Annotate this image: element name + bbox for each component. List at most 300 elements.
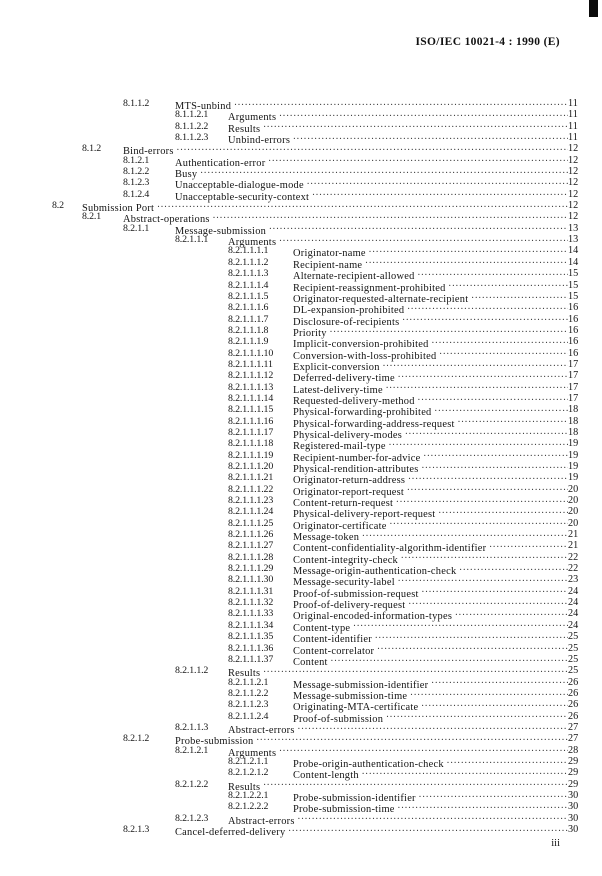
toc-entry-page-number: 11 [568, 132, 578, 144]
toc-entry-title: Originator-certificate [293, 520, 387, 532]
toc-entry-title: Registered-mail-type [293, 441, 386, 453]
toc-entry[interactable] [0, 563, 602, 578]
toc-entry-number: 8.1.2.1 [123, 154, 150, 166]
toc-leader-dots [439, 348, 568, 359]
toc-entry-title: Physical-delivery-report-request [293, 509, 436, 521]
toc-entry-number: 8.2.1.2 [123, 733, 150, 745]
toc-entry-title: Abstract-operations [123, 214, 210, 226]
toc-entry-page-number: 29 [568, 767, 579, 779]
toc-entry-page-number: 29 [568, 778, 579, 790]
toc-leader-dots [408, 472, 568, 483]
toc-entry-title: DL-expansion-prohibited [293, 305, 405, 317]
toc-entry[interactable] [0, 370, 602, 385]
toc-entry[interactable] [0, 245, 602, 260]
toc-entry-page-number: 12 [568, 177, 579, 189]
toc-entry-page-number: 29 [568, 755, 579, 767]
toc-leader-dots [389, 438, 568, 449]
toc-entry-number: 8.2.1.1.1.15 [228, 404, 274, 416]
toc-entry[interactable] [0, 789, 602, 804]
toc-entry-number: 8.2.1.1.1.37 [228, 653, 274, 665]
toc-entry[interactable] [0, 721, 602, 736]
toc-entry-title: Requested-delivery-method [293, 395, 415, 407]
toc-entry-page-number: 25 [568, 653, 579, 665]
toc-entry-number: 8.2.1.1.1.2 [228, 256, 269, 268]
toc-entry[interactable] [0, 438, 602, 453]
toc-entry-number: 8.2.1.1.2.1 [228, 676, 269, 688]
toc-entry-page-number: 26 [568, 676, 579, 688]
toc-leader-dots [408, 597, 568, 608]
toc-entry-number: 8.1.2 [82, 143, 102, 155]
toc-entry-number: 8.2.1.1.1.23 [228, 495, 274, 507]
toc-entry[interactable] [0, 824, 602, 838]
toc-entry-number: 8.2.1.1.1.35 [228, 631, 274, 643]
toc-entry-page-number: 20 [568, 483, 579, 495]
toc-leader-dots [213, 211, 568, 222]
toc-entry-title: Content-identifier [293, 634, 372, 646]
toc-entry-number: 8.2.1.1.1.8 [228, 324, 269, 336]
toc-entry-page-number: 28 [568, 744, 579, 756]
toc-entry-number: 8.1.2.4 [123, 188, 150, 200]
toc-entry[interactable] [0, 290, 602, 305]
toc-entry-title: Originator-name [293, 248, 366, 260]
toc-entry-page-number: 16 [568, 324, 579, 336]
toc-leader-dots [298, 722, 568, 733]
toc-leader-dots [398, 801, 568, 812]
toc-entry-page-number: 25 [568, 631, 579, 643]
toc-leader-dots [377, 643, 568, 654]
toc-entry-title: Physical-rendition-attributes [293, 464, 419, 475]
toc-leader-dots [402, 314, 568, 325]
toc-entry-number: 8.1.1.2.2 [175, 120, 209, 132]
toc-entry-number: 8.2.1.1 [123, 222, 150, 234]
toc-entry[interactable] [0, 404, 602, 419]
toc-entry-title: Arguments [228, 112, 277, 124]
toc-entry-number: 8.2.1.2.2.2 [228, 801, 269, 813]
toc-entry-title: Results [228, 781, 261, 793]
toc-entry-number: 8.2.1.1.1.22 [228, 483, 274, 495]
toc-entry-page-number: 16 [568, 347, 579, 359]
toc-entry-number: 8.1.1.2.3 [175, 132, 209, 144]
toc-entry-page-number: 22 [568, 551, 579, 563]
toc-leader-dots [362, 767, 568, 778]
toc-entry-page-number: 18 [568, 404, 579, 416]
toc-entry-page-number: 25 [568, 642, 579, 654]
toc-entry-title: Disclosure-of-recipients [293, 316, 400, 328]
toc-entry-title: Content-correlator [293, 645, 375, 657]
toc-entry-number: 8.2.1.1.1.4 [228, 279, 269, 291]
toc-entry-page-number: 12 [568, 188, 579, 200]
toc-leader-dots [386, 382, 568, 393]
toc-entry[interactable] [0, 222, 602, 237]
toc-leader-dots [418, 393, 568, 404]
table-of-contents [0, 98, 602, 838]
toc-entry-title: Submission Port [82, 203, 155, 215]
toc-entry-page-number: 24 [568, 619, 579, 631]
toc-entry-page-number: 20 [568, 506, 579, 518]
toc-entry-page-number: 19 [568, 438, 579, 450]
toc-entry-page-number: 25 [568, 665, 579, 677]
toc-entry-number: 8.2.1.1.1.14 [228, 392, 274, 404]
page-folio: iii [551, 838, 560, 849]
toc-entry[interactable] [0, 392, 602, 407]
toc-entry-page-number: 20 [568, 517, 579, 529]
toc-entry-page-number: 18 [568, 415, 579, 427]
toc-entry-title: Arguments [228, 237, 277, 249]
toc-entry-number: 8.2.1.1.1.32 [228, 597, 274, 609]
scan-edge-mark [589, 0, 598, 17]
toc-entry-page-number: 13 [568, 234, 579, 246]
toc-entry[interactable] [0, 143, 602, 158]
toc-entry-page-number: 12 [568, 166, 579, 178]
toc-entry[interactable] [0, 540, 602, 555]
toc-leader-dots [298, 813, 568, 824]
toc-leader-dots [421, 699, 568, 710]
toc-entry-number: 8.2.1.1.1.30 [228, 574, 274, 586]
toc-entry-number: 8.2.1.1.1.24 [228, 506, 274, 518]
toc-leader-dots [419, 790, 568, 801]
toc-entry-page-number: 24 [568, 608, 579, 620]
toc-entry-page-number: 14 [568, 245, 579, 257]
toc-leader-dots [431, 677, 568, 688]
toc-entry-number: 8.2.1.2.1 [175, 744, 209, 756]
toc-leader-dots [375, 631, 568, 642]
toc-entry-title: Probe-submission-identifier [293, 792, 416, 804]
toc-entry-title: Proof-of-submission [293, 713, 384, 725]
toc-leader-dots [386, 711, 568, 722]
toc-leader-dots [330, 325, 568, 336]
toc-entry-title: Originator-report-request [293, 486, 405, 498]
toc-entry-title: Proof-of-delivery-request [293, 600, 406, 612]
toc-entry[interactable] [0, 778, 602, 793]
toc-entry[interactable] [0, 302, 602, 317]
toc-leader-dots [458, 416, 568, 427]
toc-entry-title: Conversion-with-loss-prohibited [293, 350, 437, 362]
toc-entry-title: Recipient-reassignment-prohibited [293, 282, 446, 294]
toc-entry-number: 8.2.1.1.1.26 [228, 529, 274, 541]
toc-entry-page-number: 19 [568, 472, 579, 484]
toc-entry-title: Message-submission-time [293, 690, 408, 702]
toc-entry[interactable] [0, 426, 602, 441]
toc-entry-number: 8.2.1.1.1.27 [228, 540, 274, 552]
toc-entry-title: Message-submission [175, 225, 267, 237]
toc-entry-page-number: 12 [568, 143, 579, 155]
toc-entry-title: Content-confidentiality-algorithm-identifier [293, 543, 487, 555]
toc-entry[interactable] [0, 619, 602, 634]
toc-entry-title: Recipient-name [293, 259, 363, 271]
toc-entry-page-number: 30 [568, 812, 579, 824]
toc-entry-title: Probe-submission-time [293, 804, 395, 816]
toc-leader-dots [362, 529, 568, 540]
toc-leader-dots [288, 824, 568, 835]
toc-entry-number: 8.1.2.3 [123, 177, 150, 189]
toc-leader-dots [307, 177, 568, 188]
toc-entry[interactable] [0, 687, 602, 702]
toc-entry-page-number: 13 [568, 222, 579, 234]
toc-leader-dots [200, 166, 568, 177]
toc-leader-dots [418, 268, 568, 279]
toc-entry[interactable] [0, 347, 602, 362]
toc-leader-dots [293, 132, 568, 143]
toc-entry-number: 8.2.1.2.2 [175, 778, 209, 790]
toc-entry-page-number: 16 [568, 336, 579, 348]
toc-entry-page-number: 17 [568, 370, 579, 382]
toc-leader-dots [449, 280, 568, 291]
toc-entry-page-number: 17 [568, 358, 579, 370]
toc-entry-number: 8.2.1.2.1.1 [228, 755, 269, 767]
toc-leader-dots [432, 336, 568, 347]
toc-entry-number: 8.2.1.1.1.31 [228, 585, 274, 597]
toc-leader-dots [489, 540, 568, 551]
toc-entry-number: 8.1.2.2 [123, 166, 150, 178]
toc-entry-page-number: 26 [568, 699, 579, 711]
toc-entry[interactable] [0, 313, 602, 328]
toc-entry-title: Message-submission-identifier [293, 679, 429, 691]
toc-entry-title: Content-type [293, 622, 351, 634]
toc-leader-dots [269, 223, 568, 234]
toc-entry-number: 8.2.1 [82, 211, 102, 223]
toc-entry[interactable] [0, 109, 602, 124]
toc-entry[interactable] [0, 483, 602, 498]
toc-entry[interactable] [0, 324, 602, 339]
toc-entry-page-number: 30 [568, 789, 579, 801]
toc-entry-title: Latest-delivery-time [293, 384, 383, 396]
toc-entry-page-number: 26 [568, 687, 579, 699]
toc-entry-page-number: 11 [568, 109, 578, 121]
toc-entry-title: Physical-delivery-modes [293, 429, 403, 441]
toc-leader-dots [455, 608, 568, 619]
toc-entry-page-number: 12 [568, 211, 579, 223]
toc-leader-dots [369, 245, 568, 256]
toc-entry[interactable] [0, 676, 602, 691]
toc-entry[interactable] [0, 211, 602, 226]
toc-entry[interactable] [0, 154, 602, 169]
toc-entry-title: Message-token [293, 532, 360, 544]
toc-entry-number: 8.2.1.1.1.11 [228, 358, 273, 370]
toc-leader-dots [383, 359, 568, 370]
toc-entry[interactable] [0, 801, 602, 816]
toc-entry-title: Authentication-error [175, 157, 266, 169]
toc-entry-number: 8.2.1.1.1.1 [228, 245, 269, 257]
toc-entry-number: 8.2.1.2.3 [175, 812, 209, 824]
toc-entry[interactable] [0, 755, 602, 770]
toc-entry[interactable] [0, 642, 602, 657]
toc-entry[interactable] [0, 256, 602, 271]
toc-leader-dots [256, 733, 568, 744]
toc-leader-dots [447, 756, 568, 767]
toc-leader-dots [353, 620, 568, 631]
toc-entry-title: Physical-forwarding-prohibited [293, 407, 432, 419]
toc-leader-dots [471, 291, 568, 302]
toc-leader-dots [398, 574, 568, 585]
toc-entry-page-number: 16 [568, 313, 579, 325]
toc-leader-dots [398, 370, 568, 381]
toc-entry-number: 8.2.1.1.2.4 [228, 710, 269, 722]
toc-entry[interactable] [0, 336, 602, 351]
toc-leader-dots [390, 518, 568, 529]
toc-entry-title: Message-security-label [293, 577, 395, 589]
toc-entry[interactable] [0, 268, 602, 283]
toc-leader-dots [422, 586, 568, 597]
toc-entry-page-number: 17 [568, 392, 579, 404]
toc-entry[interactable] [0, 188, 602, 203]
toc-entry-page-number: 15 [568, 290, 579, 302]
toc-entry-title: Probe-submission [175, 736, 254, 748]
toc-entry[interactable] [0, 744, 602, 759]
toc-entry-title: Results [228, 123, 261, 135]
toc-entry[interactable] [0, 517, 602, 532]
toc-entry-title: Busy [175, 169, 198, 181]
toc-entry[interactable] [0, 358, 602, 373]
toc-entry[interactable] [0, 279, 602, 294]
toc-entry-page-number: 21 [568, 529, 579, 541]
toc-entry-number: 8.2 [52, 200, 64, 212]
toc-entry-title: Bind-errors [123, 146, 174, 158]
toc-entry-number: 8.2.1.1.1.16 [228, 415, 274, 427]
toc-entry[interactable] [0, 665, 602, 680]
toc-leader-dots [459, 563, 568, 574]
toc-entry-number: 8.2.1.1.1.20 [228, 461, 274, 472]
toc-entry-number: 8.2.1.1.2 [175, 665, 209, 677]
toc-entry-number: 8.2.1.1.1.29 [228, 563, 274, 575]
toc-leader-dots [177, 143, 568, 154]
toc-entry-title: Results [228, 668, 261, 680]
toc-entry[interactable] [0, 699, 602, 714]
toc-entry[interactable] [0, 415, 602, 430]
toc-entry-title: Originator-requested-alternate-recipient [293, 293, 469, 305]
toc-entry-page-number: 17 [568, 381, 579, 393]
toc-entry-title: Proof-of-submission-request [293, 588, 419, 600]
toc-entry-number: 8.2.1.2.1.2 [228, 767, 269, 779]
toc-entry[interactable] [0, 585, 602, 600]
toc-entry[interactable] [0, 529, 602, 544]
toc-entry-number: 8.2.1.1.1.3 [228, 268, 269, 280]
toc-entry-title: Probe-origin-authentication-check [293, 758, 444, 770]
toc-entry-number: 8.2.1.1.1.17 [228, 426, 274, 438]
toc-entry-page-number: 12 [568, 200, 579, 212]
toc-entry[interactable] [0, 120, 602, 135]
toc-entry[interactable] [0, 812, 602, 827]
toc-entry-title: Content-return-request [293, 498, 394, 510]
toc-leader-dots [438, 506, 568, 517]
toc-entry[interactable] [0, 597, 602, 612]
toc-entry[interactable] [0, 653, 602, 668]
toc-entry-number: 8.2.1.1.1.6 [228, 302, 269, 314]
toc-entry[interactable] [0, 177, 602, 192]
toc-entry-title: Deferred-delivery-time [293, 373, 395, 385]
toc-entry[interactable] [0, 608, 602, 623]
toc-entry[interactable] [0, 767, 602, 782]
toc-entry[interactable] [0, 98, 602, 112]
toc-entry-title: Content-length [293, 770, 359, 782]
toc-entry-number: 8.2.1.1.1.21 [228, 472, 274, 484]
toc-entry-title: Unbind-errors [228, 135, 291, 147]
toc-entry-number: 8.2.1.2.2.1 [228, 789, 269, 801]
toc-entry-number: 8.2.1.1.2.2 [228, 687, 269, 699]
toc-leader-dots [410, 688, 568, 699]
toc-leader-dots [263, 121, 568, 132]
toc-entry-title: Abstract-errors [228, 815, 295, 827]
toc-leader-dots [396, 495, 568, 506]
toc-entry-title: Originating-MTA-certificate [293, 702, 419, 714]
toc-entry-title: Implicit-conversion-prohibited [293, 339, 429, 351]
toc-entry-number: 8.2.1.1.2.3 [228, 699, 269, 711]
toc-entry-page-number: 11 [568, 98, 578, 109]
toc-entry-page-number: 12 [568, 154, 579, 166]
toc-entry-title: Original-encoded-information-types [293, 611, 453, 623]
toc-entry[interactable] [0, 381, 602, 396]
toc-entry-number: 8.2.1.1.1.5 [228, 290, 269, 302]
toc-entry-title: Priority [293, 327, 327, 339]
toc-leader-dots [157, 200, 568, 211]
toc-entry[interactable] [0, 461, 602, 475]
toc-entry[interactable] [0, 234, 602, 249]
toc-entry-page-number: 21 [568, 540, 579, 552]
toc-entry-number: 8.2.1.1.1.10 [228, 347, 274, 359]
toc-leader-dots [365, 257, 568, 268]
toc-entry-title: Unacceptable-security-context [175, 191, 310, 203]
toc-entry-number: 8.2.1.1.1.25 [228, 517, 274, 529]
toc-entry-page-number: 30 [568, 824, 579, 835]
toc-leader-dots [268, 155, 568, 166]
toc-entry-page-number: 26 [568, 710, 579, 722]
toc-entry[interactable] [0, 166, 602, 181]
toc-entry[interactable] [0, 495, 602, 510]
toc-entry-title: Content [293, 656, 328, 668]
toc-entry-number: 8.2.1.1.1.34 [228, 619, 274, 631]
toc-entry[interactable] [0, 449, 602, 464]
toc-entry-title: MTS-unbind [175, 101, 232, 112]
toc-leader-dots [435, 404, 568, 415]
toc-leader-dots [407, 484, 568, 495]
toc-entry[interactable] [0, 551, 602, 566]
toc-entry-page-number: 22 [568, 563, 579, 575]
toc-entry-page-number: 19 [568, 461, 579, 472]
toc-entry-number: 8.2.1.1.1.7 [228, 313, 269, 325]
toc-entry-title: Message-origin-authentication-check [293, 566, 457, 578]
toc-leader-dots [234, 98, 568, 109]
toc-entry-page-number: 24 [568, 597, 579, 609]
toc-entry-page-number: 27 [568, 721, 579, 733]
toc-entry-title: Originator-return-address [293, 475, 406, 487]
toc-entry[interactable] [0, 506, 602, 521]
toc-leader-dots [424, 450, 568, 461]
toc-leader-dots [422, 461, 568, 472]
toc-entry[interactable] [0, 631, 602, 646]
toc-entry-number: 8.1.1.2.1 [175, 109, 209, 121]
toc-entry-number: 8.1.1.2 [123, 98, 150, 109]
toc-entry[interactable] [0, 710, 602, 725]
toc-leader-dots [312, 189, 568, 200]
toc-entry-number: 8.2.1.3 [123, 824, 150, 835]
toc-entry-page-number: 14 [568, 256, 579, 268]
toc-entry[interactable] [0, 472, 602, 487]
toc-entry-title: Abstract-errors [228, 724, 295, 736]
toc-entry-page-number: 18 [568, 426, 579, 438]
toc-leader-dots [279, 745, 568, 756]
toc-entry-title: Alternate-recipient-allowed [293, 271, 415, 283]
toc-entry-page-number: 23 [568, 574, 579, 586]
toc-entry-title: Explicit-conversion [293, 361, 380, 373]
toc-entry-page-number: 15 [568, 268, 579, 280]
toc-entry-page-number: 15 [568, 279, 579, 291]
toc-leader-dots [401, 552, 568, 563]
toc-entry[interactable] [0, 132, 602, 147]
toc-entry-page-number: 19 [568, 449, 579, 461]
toc-entry[interactable] [0, 574, 602, 589]
toc-entry-number: 8.2.1.1.1.36 [228, 642, 274, 654]
toc-entry[interactable] [0, 733, 602, 748]
toc-entry[interactable] [0, 200, 602, 215]
